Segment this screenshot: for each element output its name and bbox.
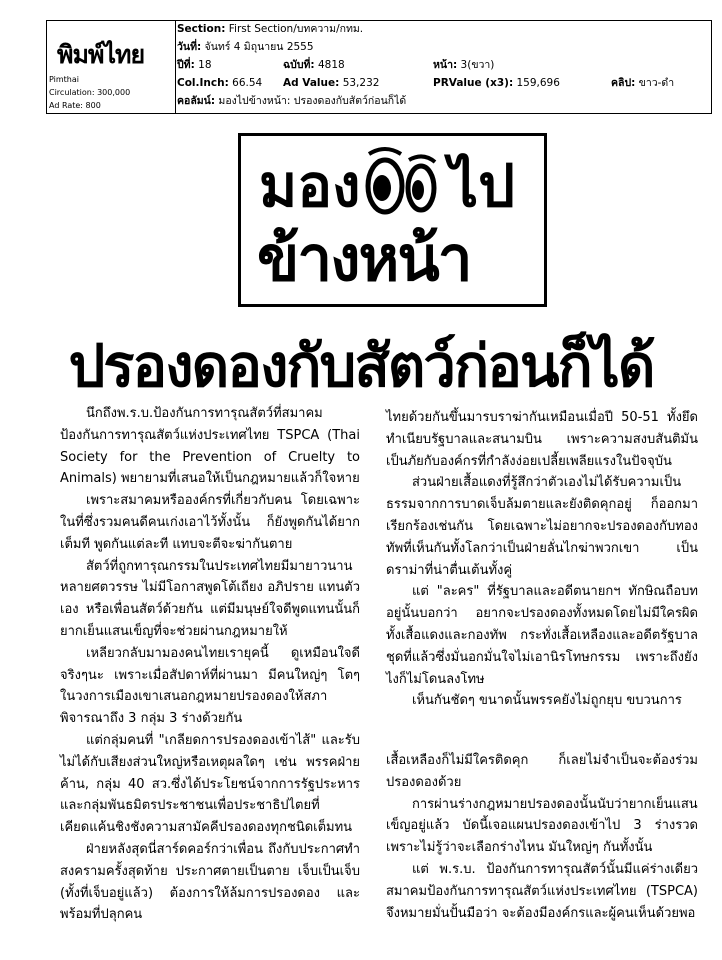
clipping-header: [46, 20, 712, 114]
column-label: คอลัมน์:: [177, 95, 216, 107]
clip-label: คลิป:: [611, 77, 636, 89]
column-masthead: [238, 133, 547, 307]
page-value: 3(ขวา): [460, 59, 495, 71]
paragraph: ส่วนฝ่ายเสื้อแดงที่รู้สึกว่าตัวเองไม่ได้รับความเป็นธรรมจากการบาดเจ็บล้มตายและยังติดคุกอยู่ ก็ออกมาเรียกร้องเช่นกัน โดยเฉพาะไม่อยากจะปรองดองกับทองทัพที่เห็นกันทั้งโลกว่าเป็นฝ่ายลั่นไกฆ่าพวกเขา เป็นดราม่าที่น่าตื่นเต้นทั้งคู่: [386, 475, 698, 578]
section-line: [177, 23, 363, 36]
paragraph: การผ่านร่างกฎหมายปรองดองนั้นนับว่ายากเย็นแสนเข็ญอยู่แล้ว บัดนี้เจอแผนปรองดองเข้าไป 3 ร่างรวด เพราะไม่รู้ว่าจะเลือกร่างไหน มันใหญ่ๆ กันทั้งนั้น: [386, 796, 698, 856]
publisher-name: Pimthai: [49, 75, 79, 84]
issue-label: ฉบับที่:: [283, 59, 315, 71]
paragraph: เสื้อเหลืองก็ไม่มีใครติดคุก ก็เลยไม่จำเป็นจะต้องร่วมปรองดองด้วย: [386, 753, 698, 790]
prvalue-value: 159,696: [516, 77, 560, 89]
colinch-value: 66.54: [232, 77, 263, 89]
section-label: Section:: [177, 23, 226, 35]
year-field: [177, 59, 212, 72]
column-line: [177, 95, 406, 108]
year-label: ปีที่:: [177, 59, 195, 71]
colinch-label: Col.Inch:: [177, 77, 229, 89]
date-line: [177, 41, 314, 54]
masthead-word-go: ไป: [449, 152, 515, 220]
advalue-value: 53,232: [342, 77, 380, 89]
paragraph: ฝ่ายหลังสุดนี่สาร์ดคอร์กว่าเพื่อน ถึงกับประกาศทำสงครามครั้งสุดท้าย ประกาศตายเป็นตาย เจ็บเป็นเจ็บ (ทั้งที่เจ็บอยู่แล้ว) ต้องการให้ล้มการปรองดอง และพร้อมที่ปลุกคน: [60, 841, 360, 923]
issue-value: 4818: [317, 59, 345, 71]
date-value: จันทร์ 4 มิถุนายน 2555: [204, 41, 314, 53]
paragraph: นึกถึงพ.ร.บ.ป้องกันการทารุณสัตว์ที่สมาคมป้องกันการทารุณสัตว์แห่งประเทศไทย TSPCA (Thai Society for the Prevention of Cruelty to Animals) พยายามที่เสนอให้เป็นกฎหมายแล้วก็ใจหาย: [60, 406, 360, 487]
year-value: 18: [198, 59, 212, 71]
prvalue-field: [433, 77, 560, 90]
paragraph: สัตว์ที่ถูกทารุณกรรมในประเทศไทยมีมายาวนานหลายศตวรรษ ไม่มีโอกาสพูดโต้เถียง อภิปราย แทนตัวเอง หรือเพื่อนสัตว์ด้วยกัน แต่มีมนุษย์ใจดีพูดแทนนั้นก็ยากเย็นแสนเข็ญที่จะช่วยผ่านกฎหมายให้: [60, 558, 360, 639]
prvalue-label: PRValue (x3):: [433, 77, 514, 89]
advalue-field: [283, 77, 379, 90]
issue-field: [283, 59, 345, 72]
paragraph: ไทยด้วยกันขึ้นมารบราฆ่ากันเหมือนเมื่อปี 50-51 ทั้งยึดทำเนียบรัฐบาลและสนามบิน เพราะความสงบสันติมันเป็นภัยกับองค์กรที่กำลังง่อยเปลี้ยเพลียแรงในปัจจุบัน: [386, 410, 698, 469]
paragraph: เพราะสมาคมหรือองค์กรที่เกี่ยวกับคน โดยเฉพาะในที่ซึ่งรวมคนดีคนเก่งเอาไว้ทั้งนั้น ก็ยังพูดกันได้ยากเต็มที พูดกันแต่ละที แทบจะตีจะฆ่ากันตาย: [60, 493, 360, 552]
newspaper-logo: พิมพ์ไทย: [57, 40, 145, 69]
paragraph: แต่ พ.ร.บ. ป้องกันการทารุณสัตว์นั้นมีแค่ร่างเดียว สมาคมป้องกันการทารุณสัตว์แห่งประเทศไทย (TSPCA) จึงหมายมั่นปั้นมือว่า จะต้องมีองค์กรและผู้คนเห็นด้วยพอ: [386, 861, 698, 921]
masthead-word-ahead: ข้างหน้า: [257, 222, 471, 295]
page-label: หน้า:: [433, 59, 458, 71]
colinch-field: [177, 77, 262, 90]
ad-rate: Ad Rate: 800: [49, 101, 101, 110]
article-left-column: [60, 403, 360, 926]
paragraph: แต่ "ละคร" ที่รัฐบาลและอดีตนายกฯ ทักษิณถือบทอยู่นั้นบอกว่า อยากจะปรองดองทั้งหมดโดยไม่มีใครผิด ทั้งเสื้อแดงและกองทัพ กระทั่งเสื้อเหลืองและอดีตรัฐบาลชุดที่แล้วซึ่งมั่นอกมั่นใจไม่เอานิรโทษกรรม เพราะถึงยังไงก็ไม่โดนลงโทษ: [386, 584, 698, 687]
article-headline: ปรองดองกับสัตว์ก่อนก็ได้: [68, 332, 654, 400]
clip-field: [611, 77, 674, 90]
circulation: Circulation: 300,000: [49, 88, 131, 97]
article-right-column-top: [386, 407, 698, 712]
paragraph: เหลียวกลับมามองคนไทยเรายุคนี้ ดูเหมือนใจดีจริงๆนะ เพราะเมื่อสัปดาห์ที่ผ่านมา มีคนใหญ่ๆ โตๆ ในวงการเมืองเขาเสนอกฎหมายปรองดองให้สภาพิจารณาถึง 3 กลุ่ม 3 ร่างด้วยกัน: [60, 645, 360, 727]
paragraph: เห็นกันชัดๆ ขนาดนั้นพรรคยังไม่ถูกยุบ ขบวนการ: [412, 693, 682, 709]
column-value: มองไปข้างหน้า: ปรองดองกับสัตว์ก่อนก็ได้: [218, 95, 407, 107]
advalue-label: Ad Value:: [283, 77, 340, 89]
eyes-icon: [363, 144, 443, 218]
page-field: [433, 59, 494, 72]
masthead-word-look: มอง: [259, 152, 361, 220]
section-value: First Section/บทความ/กทม.: [228, 23, 364, 35]
clip-value: ขาว-ดำ: [638, 77, 675, 89]
publication-box: [47, 21, 176, 113]
date-label: วันที่:: [177, 41, 202, 53]
paragraph: แต่กลุ่มคนที่ "เกลียดการปรองดองเข้าไส้" และรับไม่ได้กับเสียงส่วนใหญ่หรือเหตุผลใดๆ เช่น พรรคฝ่ายค้าน, กลุ่ม 40 สว.ซึ่งได้ประโยชน์จากการรัฐประหารและกลุ่มพันธมิตรประชาชนเพื่อประชาธิปไตยที่เคียดแค้นชิงชังความสามัคคีปรองดองทุกชนิดเต็มทน: [60, 732, 360, 836]
article-right-column-bottom: [386, 750, 698, 924]
